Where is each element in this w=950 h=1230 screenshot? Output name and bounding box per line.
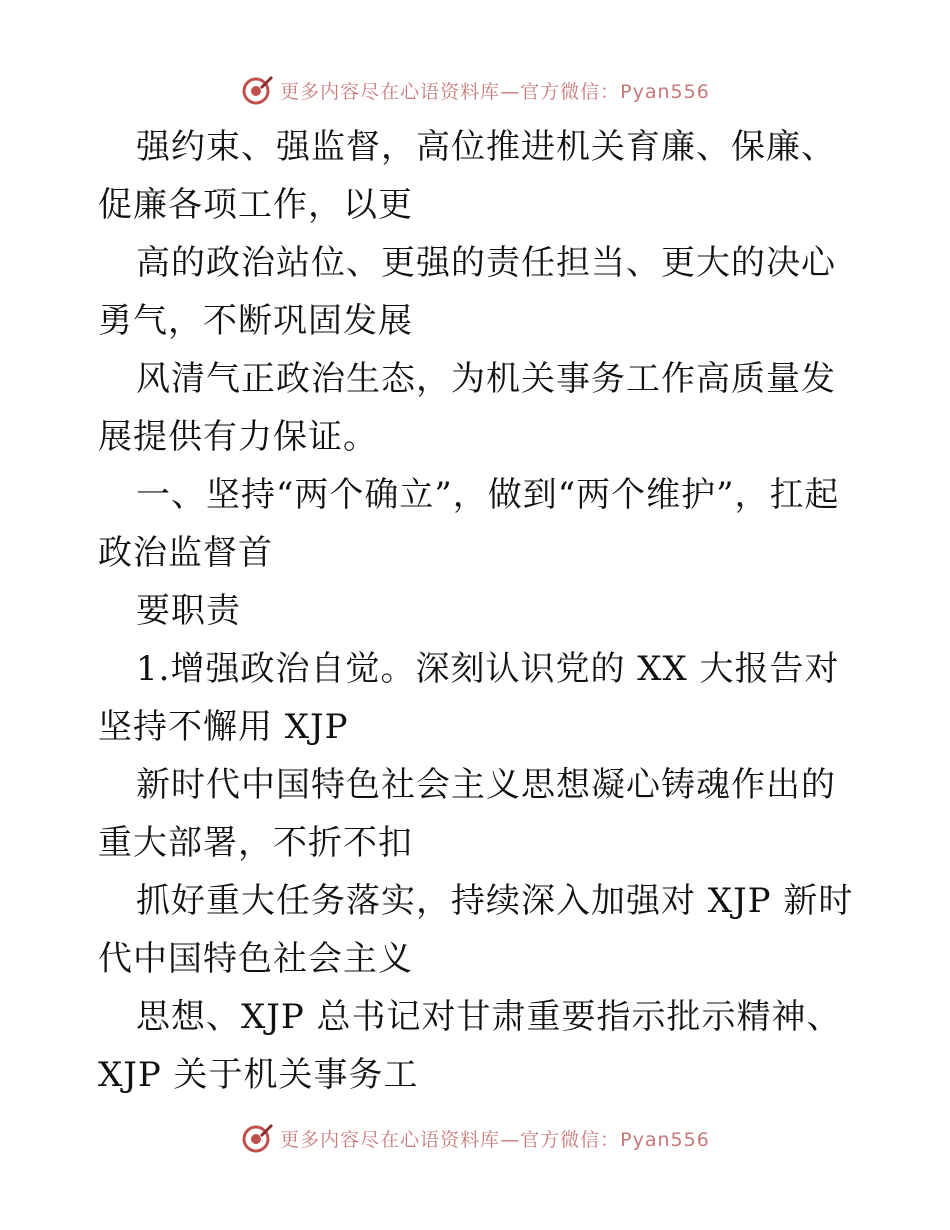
paragraph: 强约束、强监督，高位推进机关育廉、保廉、促廉各项工作，以更 [98, 127, 836, 225]
paragraph: 风清气正政治生态，为机关事务工作高质量发展提供有力保证。 [98, 359, 836, 457]
paragraph: 一、坚持“两个确立”，做到“两个维护”，扛起政治监督首 [98, 475, 840, 573]
header-banner-text: 更多内容尽在心语资料库—官方微信：Pyan556 [280, 80, 710, 103]
logo-icon [240, 73, 274, 107]
footer-banner-text: 更多内容尽在心语资料库—官方微信：Pyan556 [280, 1128, 710, 1151]
paragraph: 抓好重大任务落实，持续深入加强对 XJP 新时代中国特色社会主义 [98, 881, 854, 979]
logo-icon [240, 1121, 274, 1155]
document-body [98, 118, 858, 1104]
footer-banner [0, 1118, 950, 1158]
header-banner [0, 70, 950, 110]
paragraph: 思想、XJP 总书记对甘肃重要指示批示精神、XJP 关于机关事务工 [98, 997, 842, 1095]
paragraph: 新时代中国特色社会主义思想凝心铸魂作出的重大部署，不折不扣 [98, 765, 836, 863]
paragraph: 1.增强政治自觉。深刻认识党的 XX 大报告对坚持不懈用 XJP [98, 649, 840, 747]
paragraph: 要职责 [136, 591, 241, 631]
paragraph: 高的政治站位、更强的责任担当、更大的决心勇气，不断巩固发展 [98, 243, 836, 341]
